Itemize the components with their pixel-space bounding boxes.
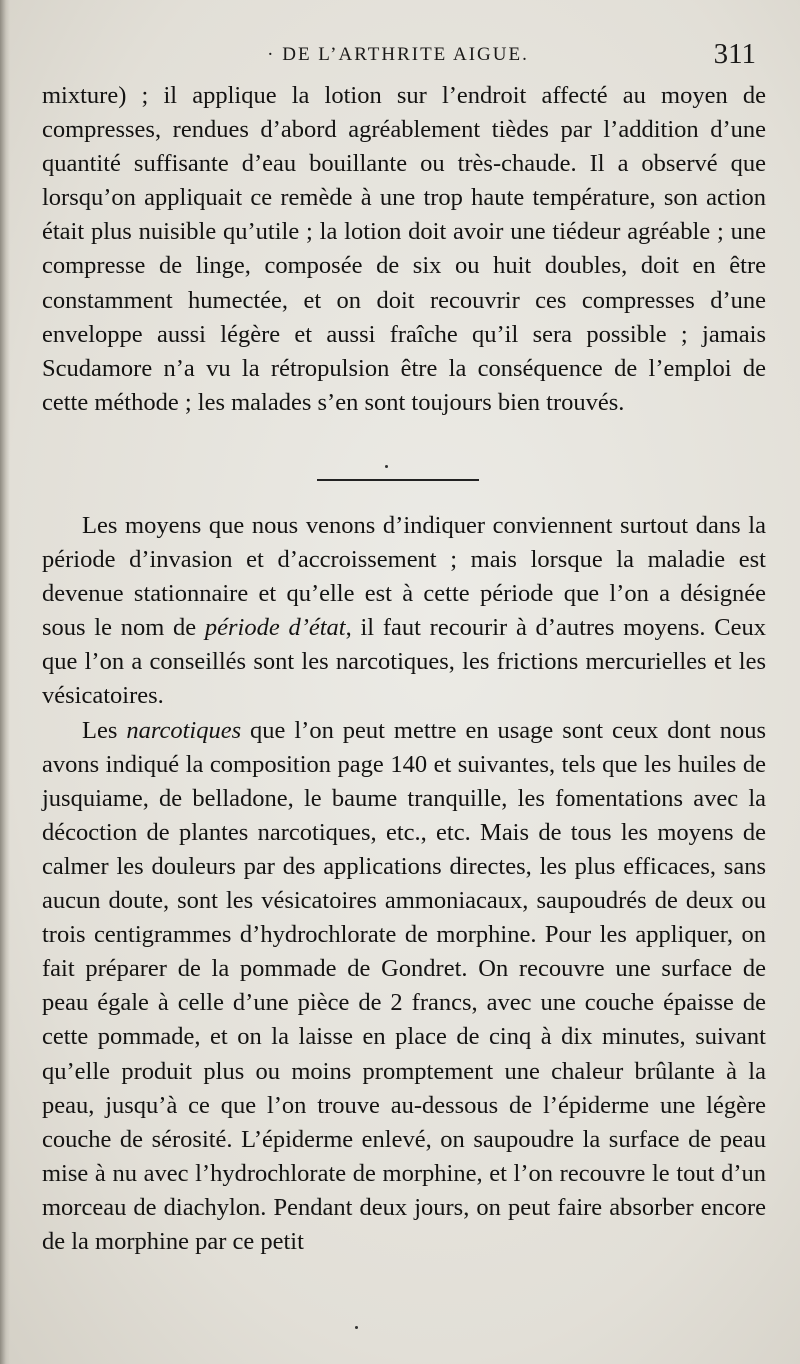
page-number: 311 <box>713 38 756 70</box>
text-block-bottom <box>42 509 766 1259</box>
paragraph-moyens-italic: période d’état <box>204 614 346 642</box>
paragraph-moyens <box>42 509 766 714</box>
section-rule-dot <box>385 465 388 468</box>
paragraph-continuation: mixture) ; il applique la lotion sur l’endroit affecté au moyen de compresses, rendues d’abord agréablement tièdes par l’addition d’une quantité suffisante d’eau bouillante ou très-chaude. Il a observé que lorsqu’on appliquait ce remède à une trop haute température, son action était plus nuisible qu’utile ; la lotion doit avoir une tiédeur agréable ; une compresse de linge, composée de six ou huit doubles, doit en être constamment humectée, et on doit recouvrir ces compresses d’une enveloppe aussi légère et aussi fraîche qu’il sera possible ; jamais Scudamore n’a vu la rétropulsion être la conséquence de l’emploi de cette méthode ; les malades s’en sont toujours bien trouvés. <box>42 82 766 416</box>
page-header <box>40 38 756 72</box>
page-gutter-shadow <box>0 0 10 1364</box>
paragraph-narcotiques-text-a: Les <box>82 716 127 744</box>
section-separator-rule <box>317 479 479 481</box>
paragraph-narcotiques <box>42 714 766 1260</box>
text-block-top <box>42 79 766 420</box>
running-title: · DE L’ARTHRITE AIGUE. <box>267 44 529 65</box>
paragraph-narcotiques-italic: narcotiques <box>126 716 242 744</box>
paragraph-narcotiques-text-b: que l’on peut mettre en usage sont ceux dont nous avons indiqué la composition page 140 et suivantes, tels que les huiles de jusquiame, de belladone, le baume tranquille, les fomentations avec la décoction de plantes narcotiques, etc., etc. Mais de tous les moyens de calmer les douleurs par des applications directes, les plus efficaces, sans aucun doute, sont les vésicatoires ammoniacaux, saupoudrés de deux ou trois centigrammes d’hydrochlorate de morphine. Pour les appliquer, on fait préparer de la pommade de Gondret. On recouvre une surface de peau égale à celle d’une pièce de 2 francs, avec une couche épaisse de cette pommade, et on la laisse en place de cinq à dix minutes, suivant qu’elle produit plus ou moins promptement une chaleur brûlante à la peau, jusqu’à ce que l’on trouve au-dessous de l’épiderme une légère couche de sérosité. L’épiderme enlevé, on saupoudre la surface de peau mise à nu avec l’hydrochlorate de morphine, et l’on recouvre le tout d’un morceau de diachylon. Pendant deux jours, on peut faire absorber encore de la morphine par ce petit <box>42 716 767 1255</box>
bottom-ink-dot <box>355 1326 358 1329</box>
paragraph-moyens-text-a: Les moyens que nous venons d’indiquer conviennent surtout dans la période d’invasion et d’accroissement ; mais lorsque la maladie est devenue stationnaire et qu’elle est à cette période que l’on a désignée sous le nom de <box>42 512 766 642</box>
paragraph-moyens-text-b: , il faut recourir à d’autres moyens. Ceux que l’on a conseillés sont les narcotiques, les frictions mercurielles et les vésicatoires. <box>42 614 766 710</box>
